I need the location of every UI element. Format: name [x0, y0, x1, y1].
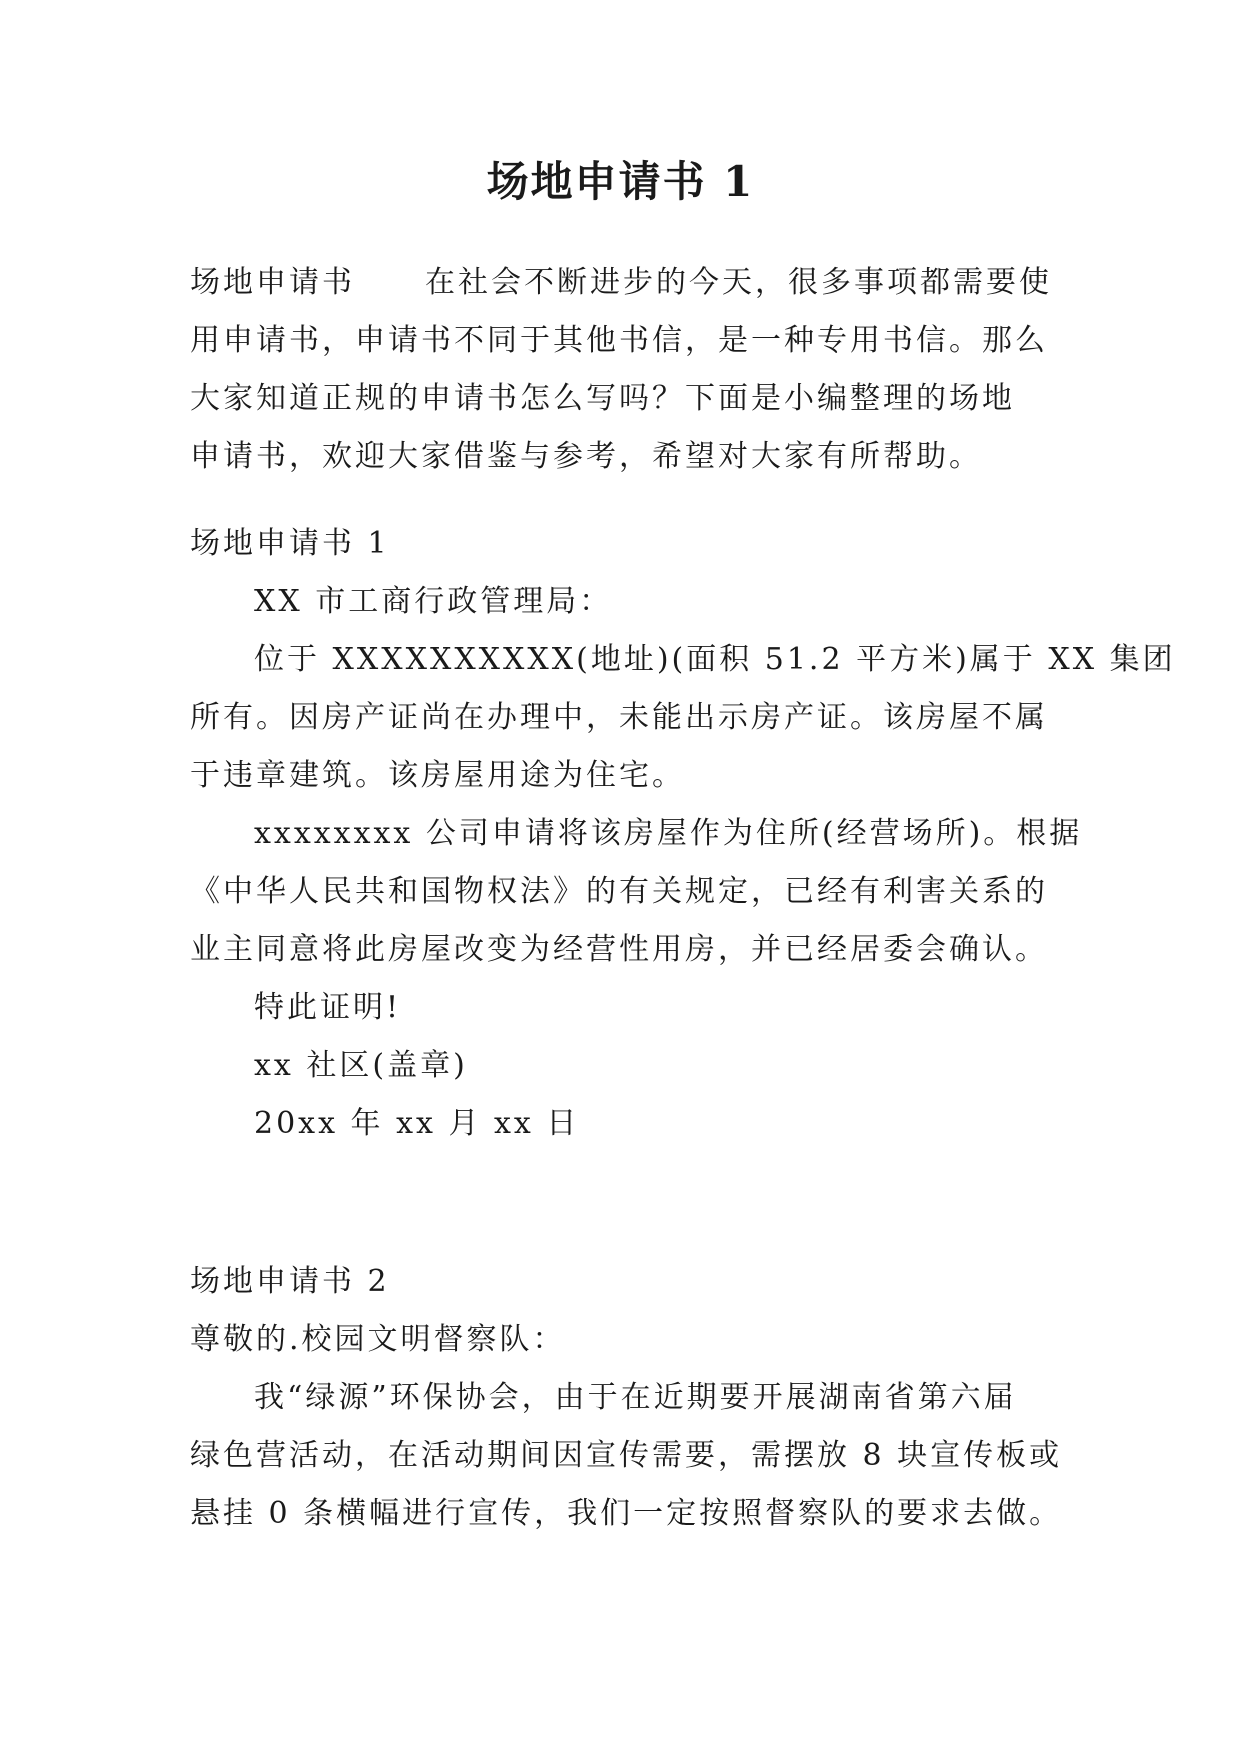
intro-line-3: 大家知道正规的申请书怎么写吗？下面是小编整理的场地 — [190, 381, 1015, 416]
section-1-para2-line-3: 业主同意将此房屋改变为经营性用房，并已经居委会确认。 — [190, 932, 1048, 967]
section-1-closing: 特此证明! — [254, 990, 402, 1025]
section-2-para1-line-1: 我“绿源”环保协会，由于在近期要开展湖南省第六届 — [254, 1380, 1017, 1415]
section-1-signature: xx 社区(盖章) — [254, 1048, 468, 1083]
section-2-para1-line-2: 绿色营活动，在活动期间因宣传需要，需摆放 8 块宣传板或 — [190, 1438, 1063, 1473]
section-1-para2-line-1: xxxxxxxx 公司申请将该房屋作为住所(经营场所)。根据 — [254, 816, 1083, 851]
intro-heading: 场地申请书 — [190, 265, 355, 300]
section-2-heading: 场地申请书 2 — [190, 1264, 390, 1299]
section-2 — [190, 1253, 1070, 1543]
section-2-addressee: 尊敬的.校园文明督察队： — [190, 1322, 566, 1357]
section-1 — [190, 515, 1176, 1153]
section-1-para1-line-2: 所有。因房产证尚在办理中，未能出示房产证。该房屋不属 — [190, 700, 1048, 735]
section-2-para1-line-3: 悬挂 0 条横幅进行宣传，我们一定按照督察队的要求去做。 — [190, 1496, 1063, 1531]
section-1-date: 20xx 年 xx 月 xx 日 — [254, 1106, 580, 1141]
section-1-heading: 场地申请书 1 — [190, 526, 390, 561]
intro-line-1 — [190, 254, 1070, 312]
intro-block — [190, 254, 1070, 486]
intro-line-2: 用申请书，申请书不同于其他书信，是一种专用书信。那么 — [190, 323, 1048, 358]
intro-line-4: 申请书，欢迎大家借鉴与参考，希望对大家有所帮助。 — [190, 439, 982, 474]
section-1-addressee: XX 市工商行政管理局： — [254, 584, 613, 619]
document-title: 场地申请书 1 — [486, 157, 755, 206]
intro-text-1: 在社会不断进步的今天，很多事项都需要使 — [425, 265, 1052, 300]
section-1-para2-line-2: 《中华人民共和国物权法》的有关规定，已经有利害关系的 — [190, 874, 1048, 909]
section-1-para1-line-1: 位于 XXXXXXXXXX(地址)(面积 51.2 平方米)属于 XX 集团 — [254, 642, 1176, 677]
section-1-para1-line-3: 于违章建筑。该房屋用途为住宅。 — [190, 758, 685, 793]
